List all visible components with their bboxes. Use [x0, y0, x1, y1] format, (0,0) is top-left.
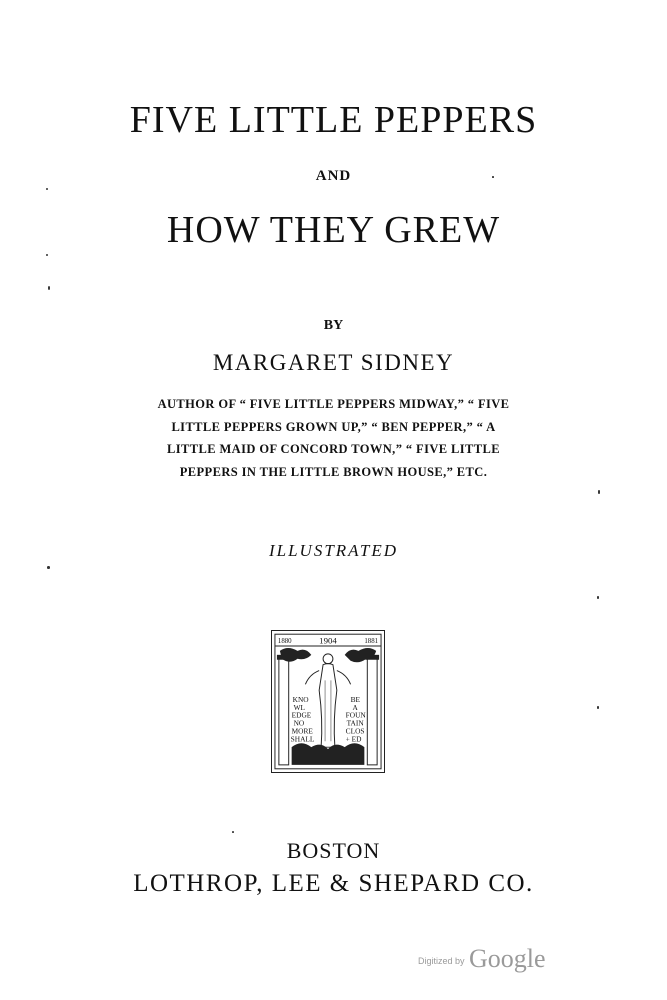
device-year-center: 1904: [319, 635, 337, 646]
scan-speck: [597, 706, 599, 709]
device-motto-left: SHALL: [290, 734, 315, 744]
publication-city: BOSTON: [286, 838, 381, 863]
title-line-2: HOW THEY GREW: [166, 209, 501, 251]
device-motto-right: TAIN: [346, 718, 364, 728]
svg-text:KNO WL EDGE: [291, 695, 315, 743]
other-works-line: PEPPERS IN THE LITTLE BROWN HOUSE,” ETC.: [179, 464, 488, 479]
title-conjunction: AND: [315, 168, 352, 184]
author-name: MARGARET SIDNEY: [212, 350, 455, 375]
scan-speck: [232, 831, 234, 833]
by-label: BY: [323, 318, 344, 333]
device-motto-right: CLOS: [345, 726, 365, 736]
google-digitized-watermark: [418, 944, 546, 974]
publisher-name: LOTHROP, LEE & SHEPARD CO.: [133, 870, 534, 897]
device-year-left: 1880: [277, 638, 292, 646]
other-works-line: AUTHOR OF “ FIVE LITTLE PEPPERS MIDWAY,” “ FIVE: [157, 397, 510, 411]
scan-speck: [492, 176, 494, 178]
scan-speck: [46, 188, 48, 190]
device-motto-right: BE: [350, 694, 361, 704]
scan-speck: [47, 566, 50, 569]
svg-text:BE A FOUN: [346, 695, 368, 743]
other-works-line: LITTLE MAID OF CONCORD TOWN,” “ FIVE LITTLE: [167, 442, 500, 456]
scan-speck: [598, 490, 600, 494]
other-works-line: LITTLE PEPPERS GROWN UP,” “ BEN PEPPER,” “ A: [171, 419, 496, 434]
device-motto-left: EDGE: [291, 710, 312, 720]
device-year-right: 1881: [364, 638, 379, 646]
device-motto-left: WL: [293, 702, 306, 712]
device-motto-right: A: [352, 702, 358, 712]
scan-speck: [597, 596, 599, 599]
title-line-1: FIVE LITTLE PEPPERS: [129, 99, 538, 141]
device-motto-left: KNO: [292, 694, 309, 704]
scan-speck: [46, 254, 48, 256]
publisher-device-illustration: [271, 630, 385, 773]
watermark-prefix: Digitized by: [418, 956, 465, 966]
watermark-brand: Google: [468, 944, 546, 973]
device-motto-left: MORE: [291, 726, 313, 736]
other-works: [0, 393, 667, 483]
device-motto-right: FOUN: [345, 710, 366, 720]
illustrated-label: ILLUSTRATED: [268, 541, 399, 560]
scan-speck: [48, 286, 50, 290]
device-motto-right: + ED: [345, 734, 362, 744]
device-motto-left: NO: [293, 718, 305, 728]
